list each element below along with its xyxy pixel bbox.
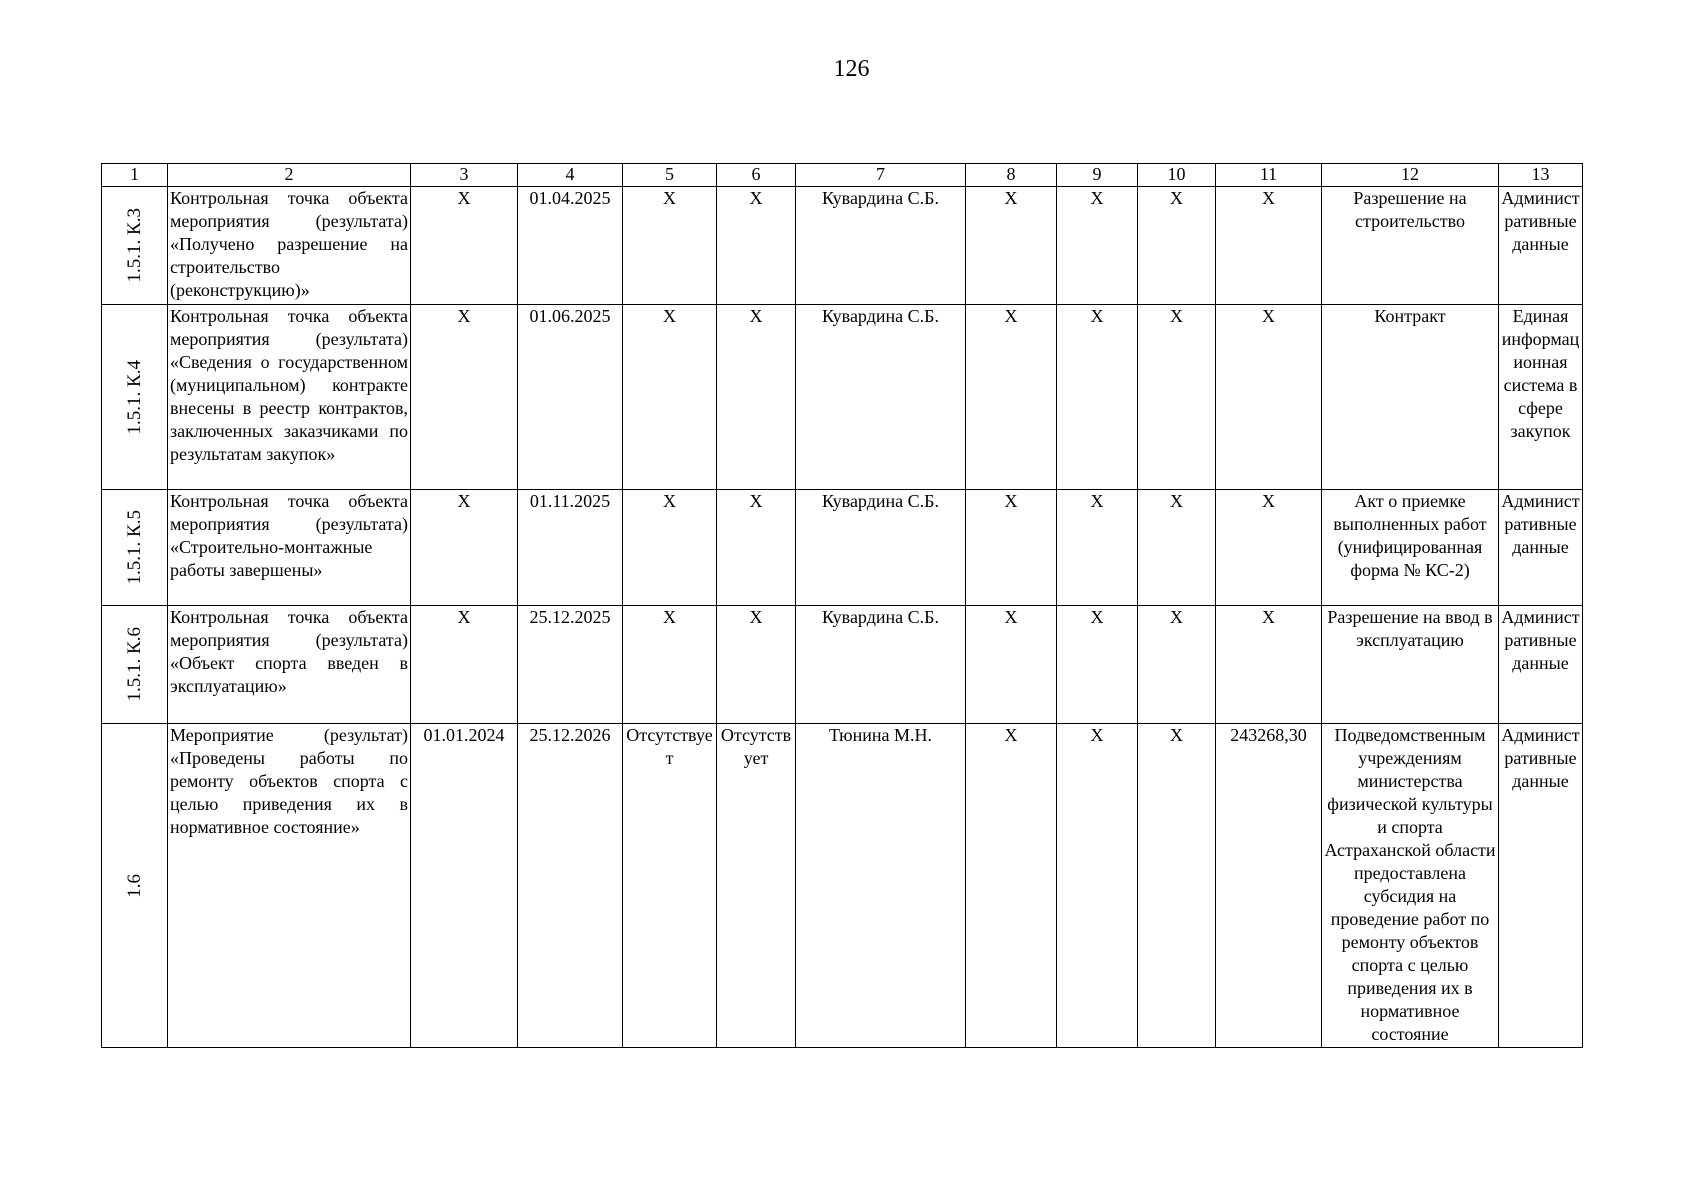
source-cell: Административные данные xyxy=(1499,606,1583,724)
table-cell: X xyxy=(966,724,1057,1048)
table-cell: X xyxy=(623,305,717,490)
table-cell: X xyxy=(1057,305,1138,490)
column-header: 11 xyxy=(1216,164,1322,187)
table-cell: X xyxy=(1138,724,1216,1048)
responsible-cell: Кувардина С.Б. xyxy=(796,606,966,724)
row-number-cell xyxy=(102,187,168,305)
column-header: 6 xyxy=(717,164,796,187)
responsible-cell: Кувардина С.Б. xyxy=(796,490,966,606)
table-cell: X xyxy=(411,490,518,606)
table-cell: Отсутствует xyxy=(623,724,717,1048)
source-cell: Единая информационная система в сфере закупок xyxy=(1499,305,1583,490)
control-points-table xyxy=(101,163,1583,1048)
table-row xyxy=(102,724,1583,1048)
row-number-cell xyxy=(102,305,168,490)
table-cell: X xyxy=(1057,187,1138,305)
table-cell: X xyxy=(623,490,717,606)
table-cell: Отсутствует xyxy=(717,724,796,1048)
table-cell: X xyxy=(717,606,796,724)
table-cell: X xyxy=(1216,606,1322,724)
date-cell: 01.06.2025 xyxy=(518,305,623,490)
table-cell: X xyxy=(1138,490,1216,606)
document-cell: Разрешение на ввод в эксплуатацию xyxy=(1322,606,1499,724)
responsible-cell: Тюнина М.Н. xyxy=(796,724,966,1048)
column-header: 1 xyxy=(102,164,168,187)
document-cell: Разрешение на строительство xyxy=(1322,187,1499,305)
table-cell: X xyxy=(1138,187,1216,305)
table-cell: X xyxy=(1216,490,1322,606)
column-header: 12 xyxy=(1322,164,1499,187)
column-header: 2 xyxy=(168,164,411,187)
document-cell: Подведомственным учреждениям министерства физической культуры и спорта Астраханской области предоставлена субсидия на проведение работ по ремонту объектов спорта с целью приведения их в нормативное состояние xyxy=(1322,724,1499,1048)
table-cell: X xyxy=(411,187,518,305)
date-cell: 25.12.2025 xyxy=(518,606,623,724)
table-cell: X xyxy=(623,187,717,305)
row-number: 1.5.1. К.4 xyxy=(124,359,145,435)
row-number: 1.5.1. К.6 xyxy=(124,627,145,702)
table-cell: X xyxy=(966,606,1057,724)
table-cell: X xyxy=(1057,606,1138,724)
table-row xyxy=(102,305,1583,490)
column-header: 4 xyxy=(518,164,623,187)
column-header: 9 xyxy=(1057,164,1138,187)
date-cell: 01.11.2025 xyxy=(518,490,623,606)
column-header: 5 xyxy=(623,164,717,187)
source-cell: Административные данные xyxy=(1499,187,1583,305)
start-date-cell: 01.01.2024 xyxy=(411,724,518,1048)
row-number: 1.5.1. К.5 xyxy=(124,510,145,585)
table-cell: X xyxy=(966,490,1057,606)
table-cell: X xyxy=(411,606,518,724)
column-header: 10 xyxy=(1138,164,1216,187)
table-cell: X xyxy=(1216,187,1322,305)
description-cell: Контрольная точка объекта мероприятия (результата) «Получено разрешение на строительство (реконструкцию)» xyxy=(168,187,411,305)
header-row xyxy=(102,164,1583,187)
date-cell: 25.12.2026 xyxy=(518,724,623,1048)
table-cell: X xyxy=(717,187,796,305)
source-cell: Административные данные xyxy=(1499,490,1583,606)
document-cell: Акт о приемке выполненных работ (унифицированная форма № КС-2) xyxy=(1322,490,1499,606)
column-header: 8 xyxy=(966,164,1057,187)
source-cell: Административные данные xyxy=(1499,724,1583,1048)
table-row xyxy=(102,187,1583,305)
description-cell: Контрольная точка объекта мероприятия (результата) «Сведения о государственном (муниципальном) контракте внесены в реестр контрактов, заключенных заказчиками по результатам закупок» xyxy=(168,305,411,490)
responsible-cell: Кувардина С.Б. xyxy=(796,187,966,305)
row-number: 1.5.1. К.3 xyxy=(124,208,145,283)
table-cell: X xyxy=(1216,305,1322,490)
row-number-cell xyxy=(102,490,168,606)
row-number: 1.6 xyxy=(124,873,145,898)
column-header: 13 xyxy=(1499,164,1583,187)
description-cell: Контрольная точка объекта мероприятия (результата) «Строительно-монтажные работы завершены» xyxy=(168,490,411,606)
table-cell: X xyxy=(1057,724,1138,1048)
page-number: 126 xyxy=(833,56,870,82)
table-cell: X xyxy=(623,606,717,724)
table-row xyxy=(102,606,1583,724)
table-cell: X xyxy=(717,305,796,490)
table-cell: X xyxy=(966,305,1057,490)
table-cell: X xyxy=(966,187,1057,305)
table-cell: X xyxy=(1138,606,1216,724)
amount-cell: 243268,30 xyxy=(1216,724,1322,1048)
row-number-cell xyxy=(102,724,168,1048)
row-number-cell xyxy=(102,606,168,724)
column-header: 7 xyxy=(796,164,966,187)
date-cell: 01.04.2025 xyxy=(518,187,623,305)
table-cell: X xyxy=(717,490,796,606)
description-cell: Мероприятие (результат) «Проведены работы по ремонту объектов спорта с целью приведения их в нормативное состояние» xyxy=(168,724,411,1048)
table-row xyxy=(102,490,1583,606)
document-cell: Контракт xyxy=(1322,305,1499,490)
table-cell: X xyxy=(1057,490,1138,606)
table-cell: X xyxy=(1138,305,1216,490)
column-header: 3 xyxy=(411,164,518,187)
table-cell: X xyxy=(411,305,518,490)
description-cell: Контрольная точка объекта мероприятия (результата) «Объект спорта введен в эксплуатацию» xyxy=(168,606,411,724)
responsible-cell: Кувардина С.Б. xyxy=(796,305,966,490)
